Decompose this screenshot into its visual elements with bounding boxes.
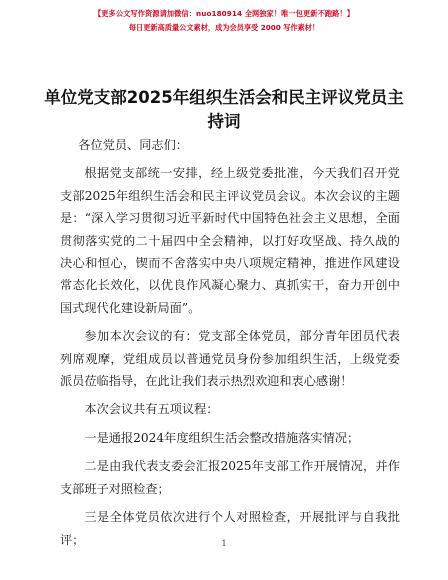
paragraph-agenda-item-2: 二是由我代表支委会汇报2025年支部工作开展情况，并作支部班子对照检查； [60, 459, 400, 496]
paragraph-intro: 根据党支部统一安排，经上级党委批准，今天我们召开党支部2025年组织生活会和民主评议党员会议。本次会议的主题是：“深入学习贯彻习近平新时代中国特色社会主义思想，全面贯彻落实党的二十届四中全会精神，以打好攻坚战、持久战的决心和恒心，锲而不舍落实中央八项规定精神，推进作风建设常态化长效化，以优良作风凝心聚力、真抓实干，奋力开创中国式现代化建设新局面”。 [60, 166, 400, 315]
promo-banner [0, 7, 448, 35]
paragraph-agenda-heading: 本次会议共有五项议程： [84, 402, 219, 417]
promo-banner-line-1: 【更多公文写作资源请加微信：nuo180914 全网独家！唯一包更新不跑路！】 [93, 9, 355, 18]
document-body [60, 134, 400, 557]
promo-banner-line-2: 每日更新高质量公文素材，成为会员享受 2000 写作素材！ [128, 23, 320, 32]
document-title: 单位党支部2025年组织生活会和民主评议党员主持词 [44, 88, 404, 131]
paragraph-attendees: 参加本次会议的有：党支部全体党员，部分青年团员代表列席观摩，党组成员以普通党员身份参加组织生活，上级党委派员莅临指导，在此让我们表示热烈欢迎和衷心感谢！ [60, 329, 400, 389]
paragraph-agenda-item-1: 一是通报2024年度组织生活会整改措施落实情况； [84, 430, 360, 445]
page-number: 1 [221, 539, 227, 548]
salutation: 各位党员、同志们： [78, 138, 188, 152]
paragraph-agenda-item-3: 三是全体党员依次进行个人对照检查，开展批评与自我批评； [60, 510, 400, 547]
